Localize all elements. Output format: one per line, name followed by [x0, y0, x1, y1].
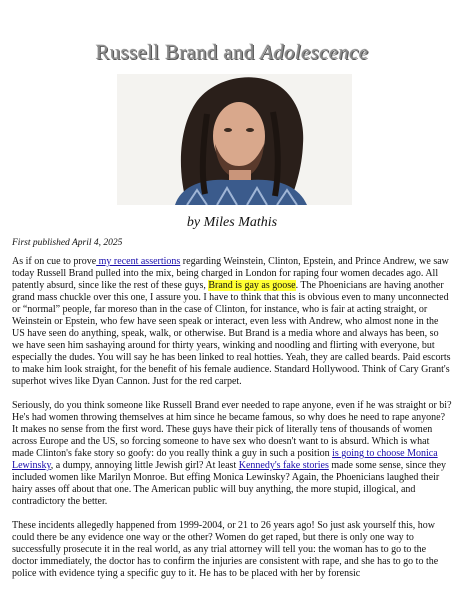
portrait-image — [117, 74, 352, 205]
byline: by Miles Mathis — [186, 215, 278, 230]
title-italic: Adolescence — [260, 40, 369, 64]
para1-text-b: regarding Weinstein, Clinton, Epstein, and Prince Andrew, we saw today Russell Brand pulled into the mix, being charged in London for raping four women decades ago. All patently absurd, since like the rest of these guys, — [12, 256, 449, 291]
para2-text-b: , a dumpy, annoying little Jewish girl? At least — [50, 460, 239, 471]
publish-date: First published April 4, 2025 — [12, 238, 123, 248]
paragraph-3: These incidents allegedly happened from 1999-2004, or 21 to 26 years ago! So just ask yourself this, how could there be any evidence one way or the other? Women do get raped, but there is only one way to successfully prosecute it in the real world, as any trial attorney will tell you: the woman has to go to the doctor immediately, the doctor has to confirm the injuries are consistent with rape, and she has to go to the police with evidence tying a specific guy to it. He has to be placed with her by forensic — [12, 520, 439, 579]
para2-text-c: made some sense, since they included women like Marilyn Monroe. But effing Monica Lewinsky? Again, the Phoenicians laughed their hairy asses off about that one. The American public will buy anything, the more stupid, illogical, and contradictory the better. — [12, 460, 447, 507]
para2-text-a: Seriously, do you think someone like Russell Brand ever needed to rape anyone, even if he was straight or bi? He's had women throwing themselves at him since he became famous, so why does he need to rape anyone? It makes no sense from the first word. These guys have their pick of literally tens of thousands of women across Europe and the US, so forcing someone to have sex who doesn't want to is absurd. Which is what made Clinton's fake story so goofy: do you really think a guy in such a position — [12, 400, 452, 459]
paragraph-1 — [12, 256, 452, 388]
title-text: Russell Brand and — [95, 40, 261, 64]
para1-text-a: As if on cue to prove — [12, 256, 97, 267]
paragraph-2 — [12, 400, 452, 508]
link-monica-lewinsky[interactable]: is going to choose Monica Lewinsky — [12, 448, 438, 471]
portrait-photo — [117, 74, 352, 205]
para1-text-c: . The Phoenicians are having another grand mass chuckle over this one, I assure you. I have to think that this is obvious even to many unconnected or “normal” people, far moreso than in the case of Clinton, for instance, who is fair at acting straight, or Weinstein or Epstein, who few have seen speak or interact, even less with Andrew, who almost none in the US have seen do anything, speak, walk, or otherwise. But Brand is a media whore and always has been, so we have seen him sashaying around for thirty years, winking and noodling and flirting with everyone, but especially the dudes. You will say he has been linked to real hotties. Yeah, they are called beards. Paid escorts to make him look straight, for the benefit of his female audience. Standard Hollywood. Think of Cary Grant's superhot wives like Dyan Cannon. Just for the red carpet. — [12, 280, 451, 387]
link-recent-assertions[interactable]: my recent assertions — [96, 256, 181, 267]
article-title — [0, 40, 464, 65]
article-body — [12, 256, 452, 580]
link-kennedy-fake-stories[interactable]: Kennedy's fake stories — [238, 460, 329, 471]
highlighted-text: Brand is gay as goose — [208, 280, 296, 291]
